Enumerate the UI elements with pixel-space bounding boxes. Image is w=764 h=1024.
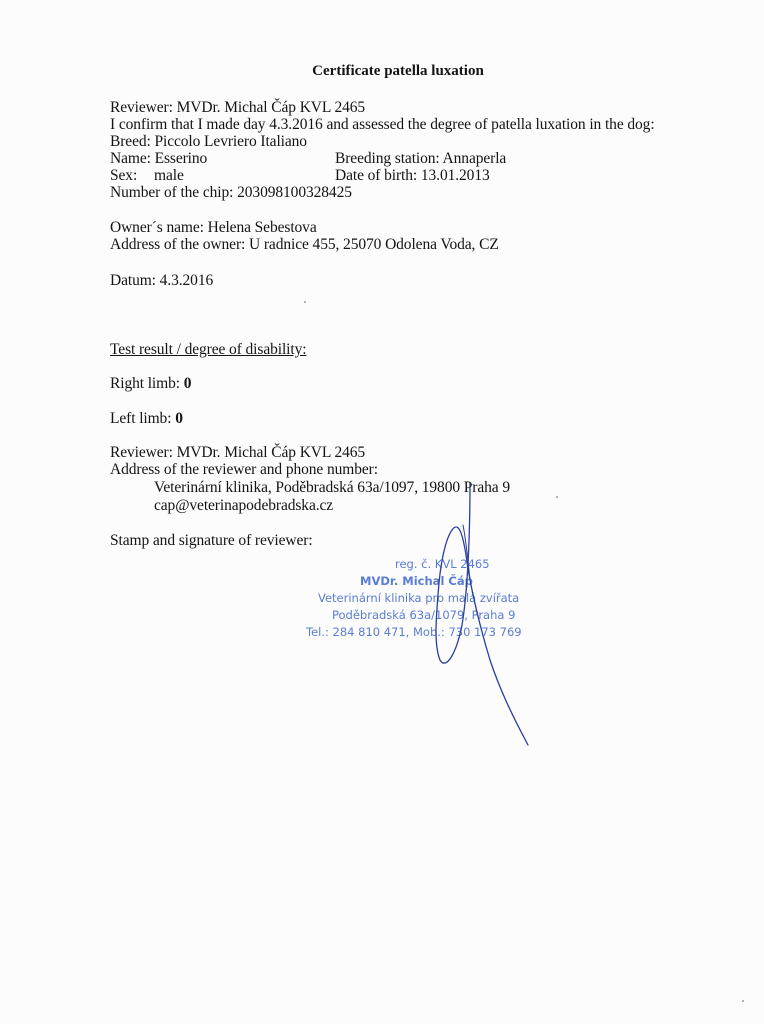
document-title: Certificate patella luxation bbox=[312, 63, 484, 79]
left-limb-value: 0 bbox=[175, 410, 183, 427]
date-of-birth-line: Date of birth: 13.01.2013 bbox=[335, 167, 490, 184]
stamp-clinic-address: Poděbradská 63a/1079, Praha 9 bbox=[332, 608, 516, 622]
scan-speck bbox=[556, 496, 558, 498]
right-limb-label: Right limb: bbox=[110, 375, 180, 392]
chip-number-line: Number of the chip: 203098100328425 bbox=[110, 184, 352, 201]
datum-line: Datum: 4.3.2016 bbox=[110, 272, 214, 289]
right-limb-line bbox=[110, 375, 191, 393]
left-limb-line bbox=[110, 410, 183, 428]
left-limb-label: Left limb: bbox=[110, 410, 172, 427]
veterinary-stamp bbox=[300, 556, 550, 641]
reviewer-address-label: Address of the reviewer and phone number: bbox=[110, 461, 378, 478]
sex-label: Sex: bbox=[110, 167, 138, 184]
test-result-heading: Test result / degree of disability: bbox=[110, 341, 307, 358]
clinic-address: Veterinární klinika, Poděbradská 63a/1097, 19800 Praha 9 bbox=[154, 479, 510, 496]
sex-value: male bbox=[154, 167, 184, 184]
scan-speck bbox=[304, 301, 306, 303]
stamp-doctor-name: MVDr. Michal Čáp bbox=[360, 574, 473, 588]
stamp-phone: Tel.: 284 810 471, Mob.: 730 173 769 bbox=[306, 625, 522, 639]
stamp-registration: reg. č. KVL 2465 bbox=[395, 557, 490, 571]
reviewer-line: Reviewer: MVDr. Michal Čáp KVL 2465 bbox=[110, 99, 366, 116]
reviewer-line-2: Reviewer: MVDr. Michal Čáp KVL 2465 bbox=[110, 444, 366, 461]
dog-name-line: Name: Esserino bbox=[110, 150, 208, 167]
scan-speck bbox=[742, 1000, 744, 1002]
owner-address-line: Address of the owner: U radnice 455, 25070 Odolena Voda, CZ bbox=[110, 236, 499, 253]
stamp-signature-label: Stamp and signature of reviewer: bbox=[110, 532, 313, 549]
breeding-station-line: Breeding station: Annaperla bbox=[335, 150, 507, 167]
owner-name-line: Owner´s name: Helena Sebestova bbox=[110, 219, 317, 236]
right-limb-value: 0 bbox=[183, 375, 192, 392]
confirmation-statement: I confirm that I made day 4.3.2016 and assessed the degree of patella luxation in the dog: bbox=[110, 116, 655, 133]
breed-line: Breed: Piccolo Levriero Italiano bbox=[110, 133, 307, 150]
clinic-email: cap@veterinapodebradska.cz bbox=[154, 497, 334, 514]
stamp-clinic-name: Veterinární klinika pro malá zvířata bbox=[318, 591, 520, 605]
